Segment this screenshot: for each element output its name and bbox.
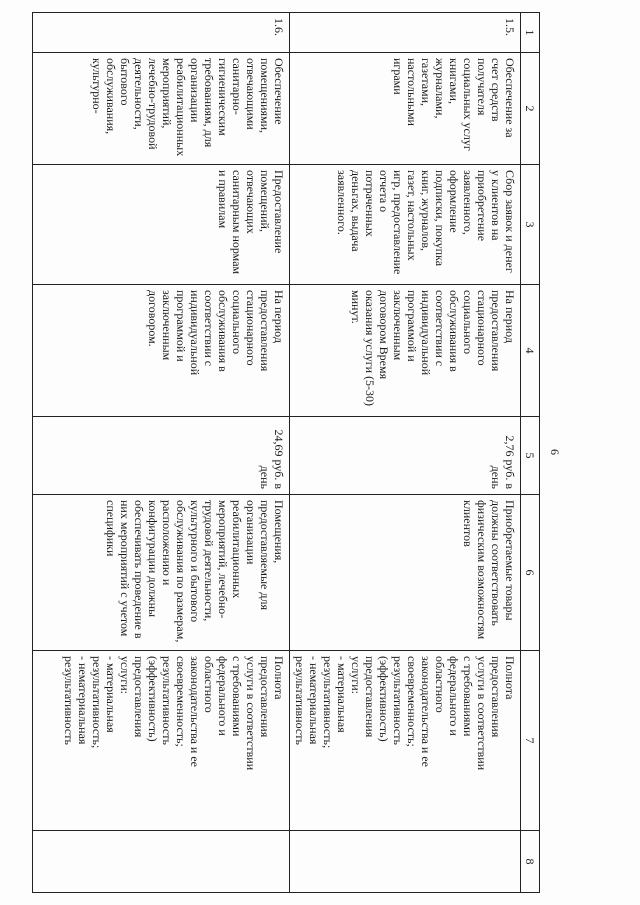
results-line: с требованиями bbox=[230, 656, 244, 737]
results-line: услуги в соответствии bbox=[244, 656, 258, 771]
empty-cell bbox=[33, 831, 290, 893]
results-line: результативность bbox=[160, 656, 174, 745]
table-row bbox=[33, 13, 290, 893]
results-line: услуги в соответствии bbox=[475, 656, 489, 771]
results-line: (эффективность) bbox=[146, 656, 160, 742]
service-results bbox=[290, 651, 521, 831]
results-line: законодательства и ее bbox=[188, 656, 202, 767]
service-conditions: Приобретаемые товары должны соответствовать физическим возможностям клиентов bbox=[290, 495, 521, 651]
results-line: результативность; bbox=[90, 656, 104, 749]
results-line: - материальная bbox=[104, 656, 118, 733]
row-number: 1.5. bbox=[290, 13, 521, 53]
results-line: федерального и bbox=[216, 656, 230, 736]
results-line: - нематериальная bbox=[307, 656, 321, 745]
service-terms: На период предоставления стационарного социального обслуживания в соответствии с индивидуальной программой и заключенным договором. bbox=[33, 285, 290, 417]
header-cell: 5 bbox=[521, 417, 540, 495]
results-line: своевременность; bbox=[405, 656, 419, 747]
header-cell: 6 bbox=[521, 495, 540, 651]
header-cell: 4 bbox=[521, 285, 540, 417]
results-line: предоставления bbox=[363, 656, 377, 738]
results-line: результативность bbox=[391, 656, 405, 745]
service-name: Обеспечение за счет средств получателя социальных услуг книгами, журналами, газетами, настольными играми bbox=[290, 53, 521, 165]
header-row bbox=[521, 13, 540, 893]
results-line: Полнота bbox=[503, 656, 517, 700]
header-cell: 2 bbox=[521, 53, 540, 165]
results-line: предоставления bbox=[489, 656, 503, 738]
header-cell: 8 bbox=[521, 831, 540, 893]
results-line: результативность bbox=[62, 656, 76, 745]
table-row bbox=[290, 13, 521, 893]
row-number: 1.6. bbox=[33, 13, 290, 53]
service-terms: На период предоставления стационарного социального обслуживания в соответствии с индивидуальной программой и заключенным договором Время оказания услуги (5-30) минут. bbox=[290, 285, 521, 417]
page-number: 6 bbox=[548, 449, 562, 455]
service-content: Предоставление помещений, отвечающих санитарным нормам и правилам bbox=[33, 165, 290, 285]
header-cell: 7 bbox=[521, 651, 540, 831]
service-price: 2,76 руб. в день bbox=[290, 417, 521, 495]
results-line: своевременность; bbox=[174, 656, 188, 747]
service-name: Обеспечение помещениями, отвечающими санитарно-гигиеническим требованиям, для организации реабилитационных мероприятий, лечебно-трудовой деятельности, бытового обслуживания, культурно- bbox=[33, 53, 290, 165]
service-conditions: Помещения, предоставляемые для организации реабилитационных мероприятий, лечебно-трудовой деятельности, культурного и бытового обслуживания по размерам, расположению и конфигурации должны обеспечивать проведение в них мероприятий с учетом специфики bbox=[33, 495, 290, 651]
results-line: с требованиями bbox=[461, 656, 475, 737]
results-line: - нематериальная bbox=[76, 656, 90, 745]
results-line: федерального и bbox=[447, 656, 461, 736]
results-line: - материальная bbox=[335, 656, 349, 733]
header-cell: 1 bbox=[521, 13, 540, 53]
results-line: областного bbox=[202, 656, 216, 713]
service-price: 24,69 руб. в день bbox=[33, 417, 290, 495]
results-line: результативность; bbox=[321, 656, 335, 749]
results-line: Полнота bbox=[272, 656, 286, 700]
results-line: услуги: bbox=[349, 656, 363, 694]
rotated-table-sheet bbox=[62, 12, 570, 892]
service-content: Сбор заявок и денег у клиентов на приобретение заявленного, оформление подписки, покупка книг, журналов, газет, настольных игр, предоставление отчета о потраченных деньгах, выдача заявленного. bbox=[290, 165, 521, 285]
empty-cell bbox=[290, 831, 521, 893]
services-table bbox=[32, 12, 540, 893]
results-line: предоставления bbox=[258, 656, 272, 738]
results-line: услуги: bbox=[118, 656, 132, 694]
results-line: результативность bbox=[293, 656, 307, 745]
results-line: областного bbox=[433, 656, 447, 713]
results-line: законодательства и ее bbox=[419, 656, 433, 767]
header-cell: 3 bbox=[521, 165, 540, 285]
service-results bbox=[33, 651, 290, 831]
results-line: (эффективность) bbox=[377, 656, 391, 742]
results-line: предоставления bbox=[132, 656, 146, 738]
